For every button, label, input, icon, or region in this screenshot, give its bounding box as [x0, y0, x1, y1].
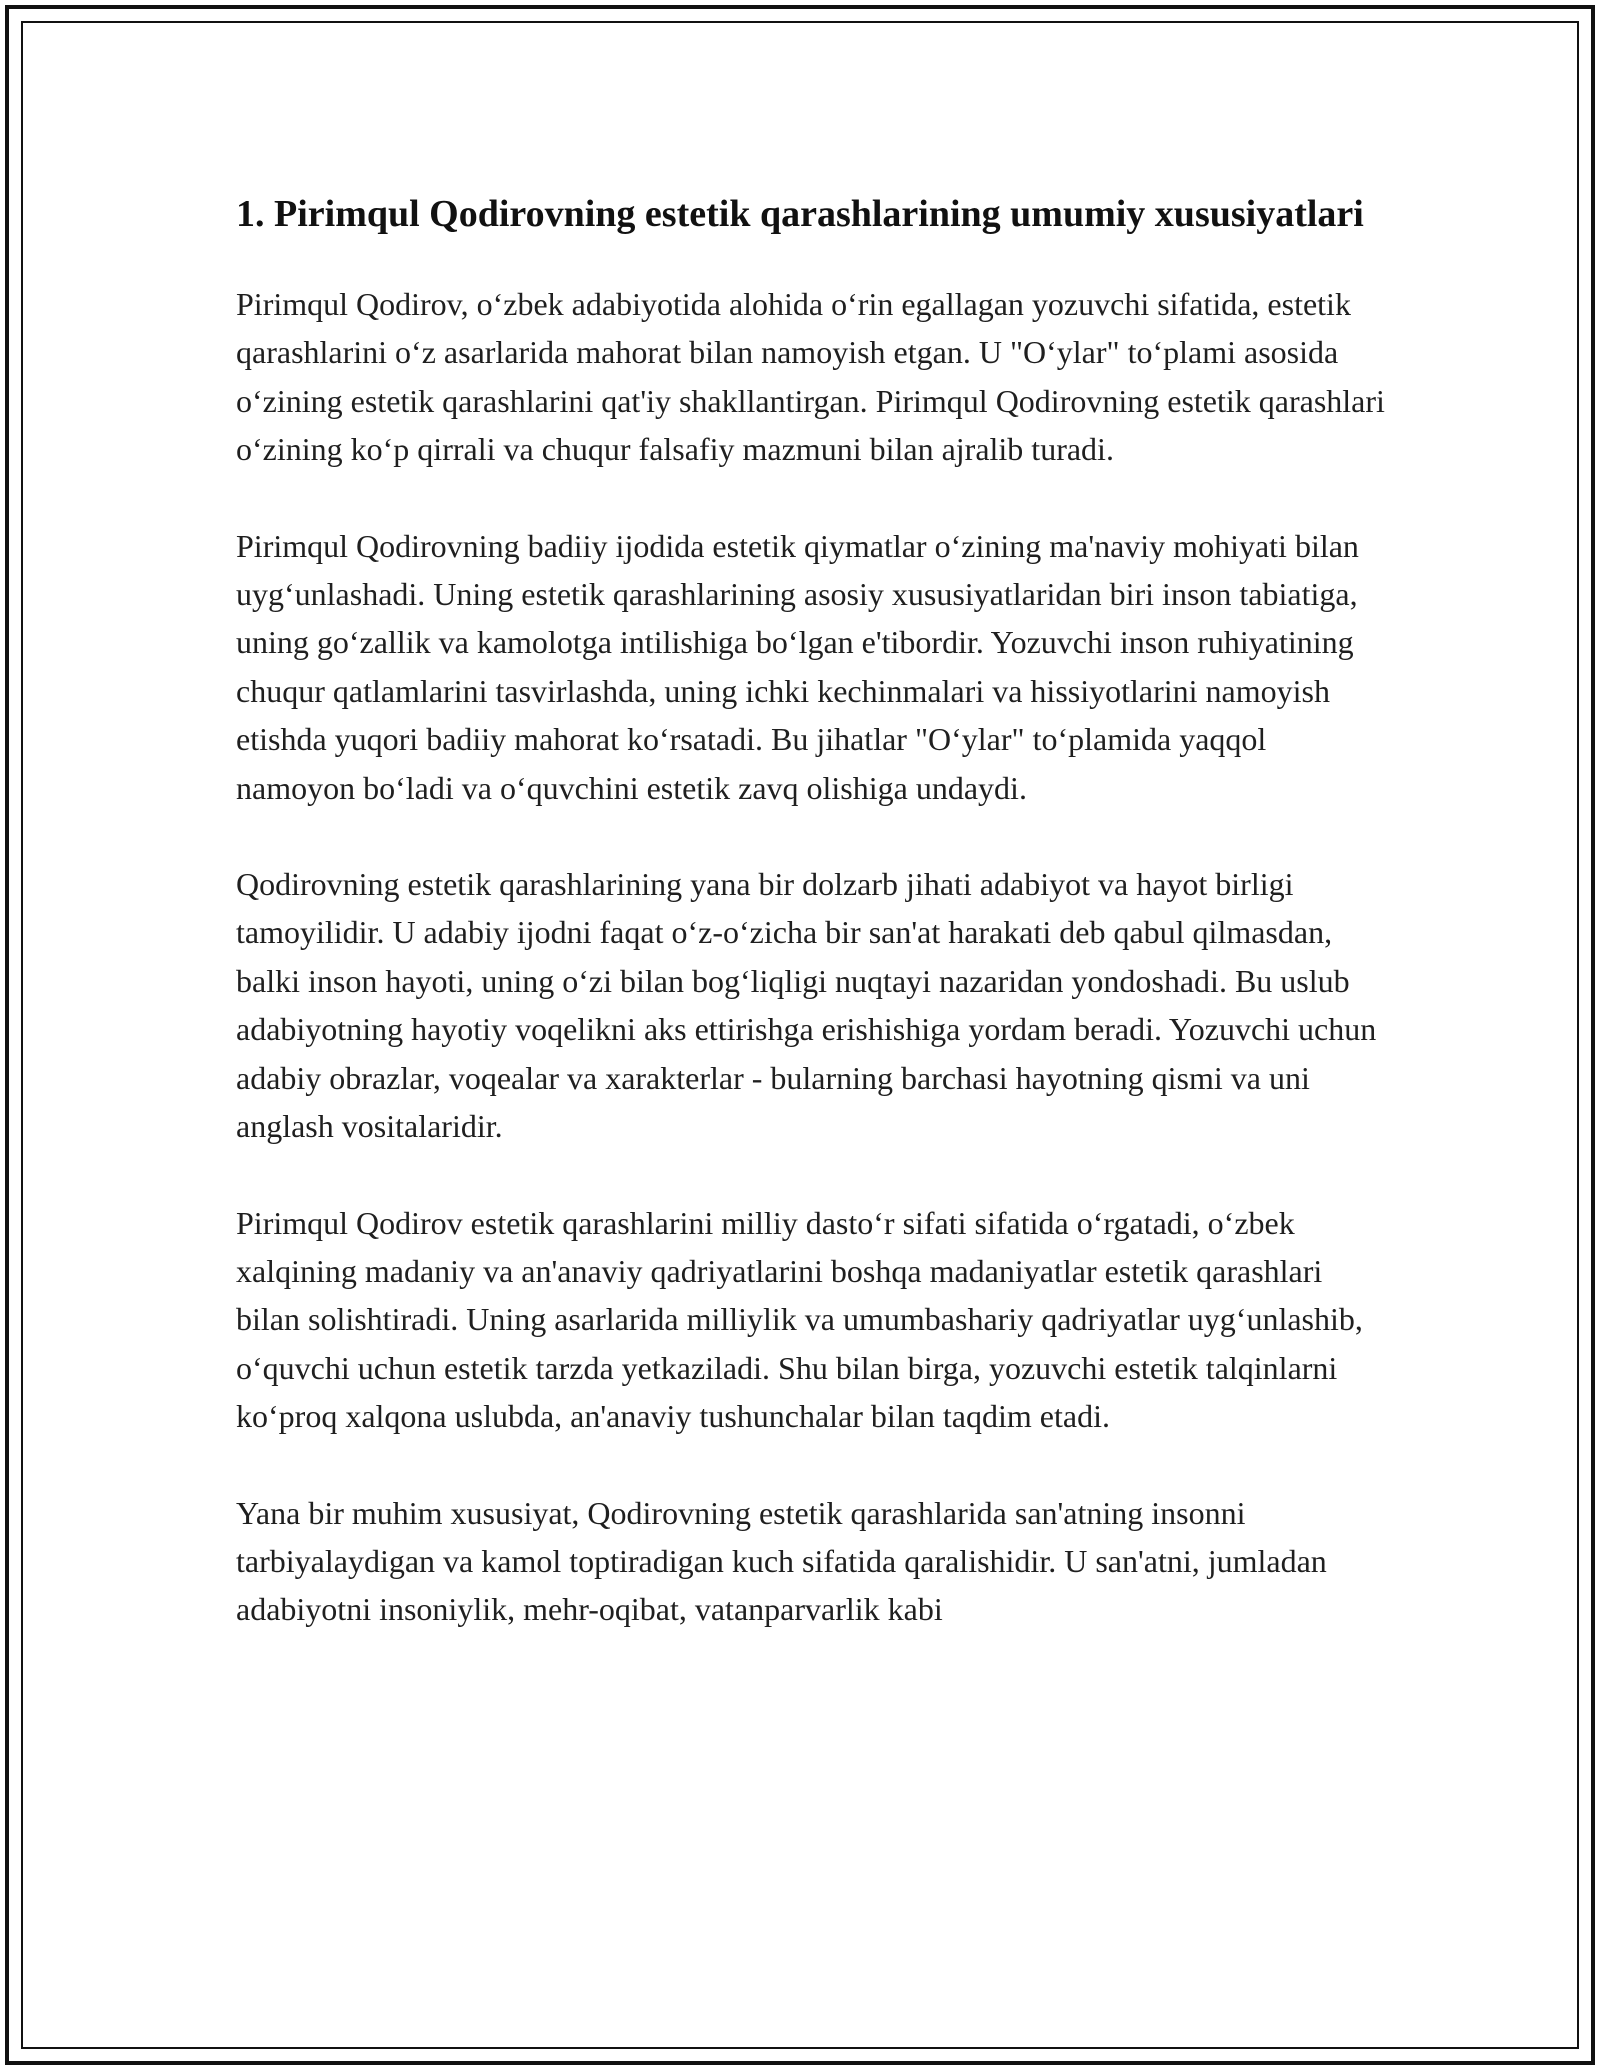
paragraph-3: Qodirovning estetik qarashlarining yana bir dolzarb jihati adabiyot va hayot birligi tamoyilidir. U adabiy ijodni faqat o‘z-o‘zicha bir san'at harakati deb qabul qilmasdan, balki inson hayoti, uning o‘zi bilan bog‘liqligi nuqtayi nazaridan yondoshadi. Bu uslub adabiyotning hayotiy voqelikni aks ettirishga erishishiga yordam beradi. Yozuvchi uchun adabiy obrazlar, voqealar va xarakterlar - bularning barchasi hayotning qismi va uni anglash vositalaridir.	[236, 866, 1377, 1145]
paragraph-2: Pirimqul Qodirovning badiiy ijodida estetik qiymatlar o‘zining ma'naviy mohiyati bilan uyg‘unlashadi. Uning estetik qarashlarining asosiy xususiyatlaridan biri inson tabiatiga, uning go‘zallik va kamolotga intilishiga bo‘lgan e'tibordir. Yozuvchi inson ruhiyatining chuqur qatlamlarini tasvirlashda, uning ichki kechinmalari va hissiyotlarini namoyish etishda yuqori badiiy mahorat ko‘rsatadi. Bu jihatlar "O‘ylar" to‘plamida yaqqol namoyon bo‘ladi va o‘quvchini estetik zavq olishiga undaydi.	[236, 527, 1359, 806]
section-heading: 1. Pirimqul Qodirovning estetik qarashlarining umumiy xususiyatlari	[236, 193, 1364, 235]
document-body	[236, 186, 1386, 1682]
paragraph-4: Pirimqul Qodirov estetik qarashlarini milliy dasto‘r sifati sifatida o‘rgatadi, o‘zbek xalqining madaniy va an'anaviy qadriyatlarini boshqa madaniyatlar estetik qarashlari bilan solishtiradi. Uning asarlarida milliylik va umumbashariy qadriyatlar uyg‘unlashib, o‘quvchi uchun estetik tarzda yetkaziladi. Shu bilan birga, yozuvchi estetik talqinlarni ko‘proq xalqona uslubda, an'anaviy tushunchalar bilan taqdim etadi.	[236, 1204, 1363, 1435]
paragraph-5: Yana bir muhim xususiyat, Qodirovning estetik qarashlarida san'atning insonni tarbiyalaydigan va kamol toptiradigan kuch sifatida qaralishidir. U san'atni, jumladan adabiyotni insoniylik, mehr-oqibat, vatanparvarlik kabi	[236, 1494, 1327, 1628]
paragraph-1: Pirimqul Qodirov, o‘zbek adabiyotida alohida o‘rin egallagan yozuvchi sifatida, estetik qarashlarini o‘z asarlarida mahorat bilan namoyish etgan. U "O‘ylar" to‘plami asosida o‘zining estetik qarashlarini qat'iy shakllantirgan. Pirimqul Qodirovning estetik qarashlari o‘zining ko‘p qirrali va chuqur falsafiy mazmuni bilan ajralib turadi.	[236, 286, 1385, 468]
